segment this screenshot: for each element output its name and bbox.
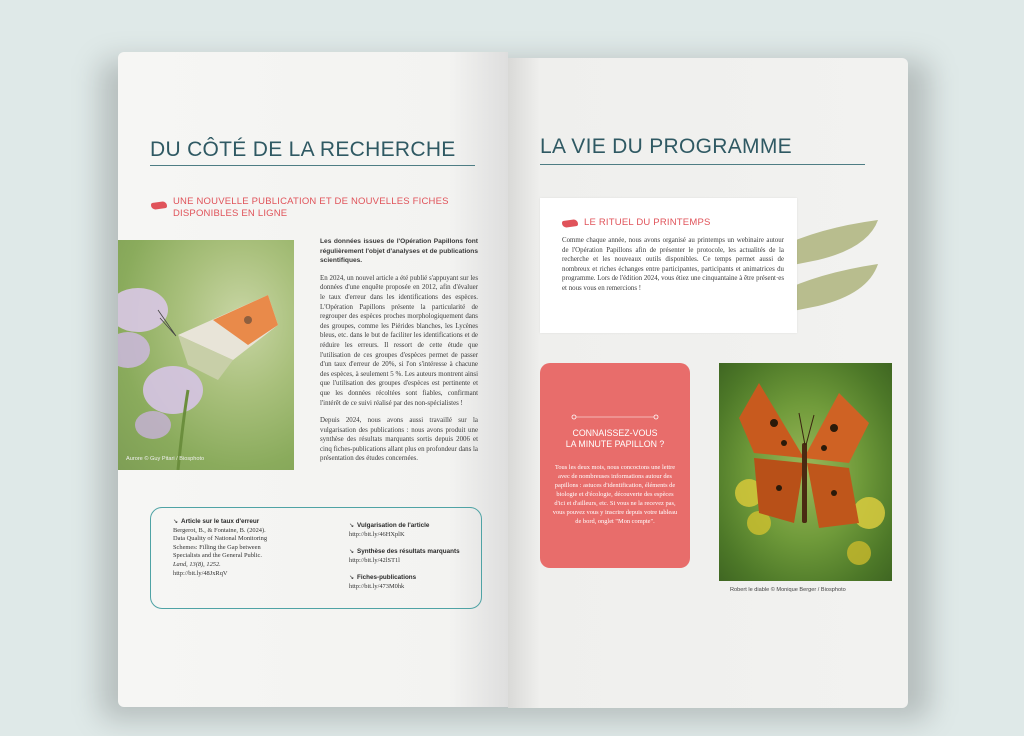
- references-box: [150, 507, 482, 609]
- left-title-rule: [150, 165, 475, 166]
- minute-title-line1: CONNAISSEZ-VOUS: [572, 428, 658, 438]
- comma-butterfly-photo: [719, 363, 892, 581]
- synth-ref-link[interactable]: http://bit.ly/42lST1l: [349, 556, 400, 564]
- left-subhead-line1: UNE NOUVELLE PUBLICATION ET DE NOUVELLES FICHES: [173, 196, 449, 207]
- article-reference: [173, 518, 333, 578]
- arrow-icon: ↘: [349, 575, 355, 581]
- left-section-title: DU CÔTÉ DE LA RECHERCHE: [150, 138, 456, 161]
- fiches-ref-link[interactable]: http://bit.ly/473M0hk: [349, 582, 405, 590]
- vulga-ref-link[interactable]: http://bit.ly/46HXplK: [349, 530, 405, 538]
- intro-paragraph: Les données issues de l'Opération Papillons font régulièrement l'objet d'analyses et de publications scientifiques.: [320, 238, 478, 265]
- article-paragraph: En 2024, un nouvel article a été publié s'appuyant sur les données d'une enquête proposée en 2012, afin d'évaluer le taux d'erreur dans les identifications des espèces. L'Opération Papillons présente la particularité de regrouper des espèces proches morphologiquement dans des groupes, comme les Piérides blanches, les Lycènes bleus, etc. dans le but de faciliter les identifications et de réduire les erreurs. Il ressort de cette étude que l'utilisation de ces groupes d'espèces permet de passer d'un taux d'erreur de 20%, si l'on s'intéresse à chacune des espèces, à seulement 5 %. Les auteurs montrent ainsi que l'utilisation des groupes d'espèces est pertinente et que les données récoltées sont fiables, confirmant l'intérêt de ce suivi réalisé par des non-spécialistes !: [320, 274, 478, 407]
- arrow-icon: ↘: [349, 523, 355, 529]
- butterfly-illustration: [118, 240, 294, 470]
- synthesis-reference: [349, 548, 479, 565]
- right-section-title: LA VIE DU PROGRAMME: [540, 135, 792, 158]
- article-ref-label: Article sur le taux d'erreur: [181, 518, 260, 525]
- red-bullet-mark: [562, 219, 578, 228]
- right-page: [508, 58, 908, 708]
- article-ref-line: Bergerot, B., & Fontaine, B. (2024).: [173, 526, 266, 534]
- article-ref-line: Schemes: Filling the Gap between: [173, 543, 261, 551]
- article-ref-line: Specialists and the General Public.: [173, 552, 262, 560]
- fiches-reference: [349, 574, 479, 591]
- vulgarisation-reference: [349, 522, 479, 539]
- arrow-icon: ↘: [173, 519, 179, 525]
- rituel-box: [540, 198, 797, 333]
- minute-papillon-box: [540, 363, 690, 568]
- orange-tip-butterfly-photo: [118, 240, 294, 470]
- left-subhead-line2: DISPONIBLES EN LIGNE: [173, 208, 288, 219]
- article-ref-link[interactable]: http://bit.ly/48JxRqV: [173, 569, 228, 577]
- minute-title-line2: LA MINUTE PAPILLON ?: [565, 439, 665, 449]
- synth-ref-label: Synthèse des résultats marquants: [357, 548, 460, 555]
- article-ref-line: Data Quality of National Monitoring: [173, 535, 268, 543]
- red-bullet-mark: [151, 201, 167, 210]
- divider-line-icon: [570, 413, 660, 421]
- fiches-ref-label: Fiches-publications: [357, 574, 417, 581]
- rituel-text: Comme chaque année, nous avons organisé au printemps un webinaire autour de l'Opération Papillons afin de présenter le protocole, les actualités de la recherche et les nouveaux outils disponibles. Ce temps permet aussi de nombreux et riches échanges entre participantes, participants et animatrices du programme. Lors de l'édition 2024, vous étiez une cinquantaine à être présent·es et nous vous en remercions !: [562, 237, 784, 292]
- left-body-text: [320, 237, 478, 472]
- article-ref-line: Land, 13(8), 1252.: [173, 560, 221, 568]
- minute-papillon-title: [548, 428, 682, 450]
- right-photo-credit: Robert le diable © Monique Berger / Biosphoto: [730, 587, 846, 593]
- minute-papillon-text: Tous les deux mois, nous concoctons une lettre avec de nombreuses informations autour des papillons : astuces d'identification, éléments de biologie et d'écologie, découverte des espèces d'ici et d'ailleurs, etc. Si vous ne la recevez pas, vous pouvez vous y inscrire depuis votre tableau de bord, onglet "Mon compte".: [552, 464, 678, 525]
- vulga-ref-label: Vulgarisation de l'article: [357, 522, 430, 529]
- arrow-icon: ↘: [349, 549, 355, 555]
- butterfly-illustration: [719, 363, 892, 581]
- right-title-rule: [540, 164, 865, 165]
- rituel-title: LE RITUEL DU PRINTEMPS: [584, 217, 711, 228]
- left-subhead: [173, 196, 449, 220]
- left-photo-credit: Aurore © Guy Pitari / Biosphoto: [126, 456, 205, 462]
- left-page: [118, 52, 508, 707]
- vulgarisation-paragraph: Depuis 2024, nous avons aussi travaillé sur la vulgarisation des publications : nous avons produit une synthèse des résultats marquants sortis depuis 2006 et cinq fiches-publications allant plus en profondeur dans la présentation des études concernées.: [320, 417, 478, 463]
